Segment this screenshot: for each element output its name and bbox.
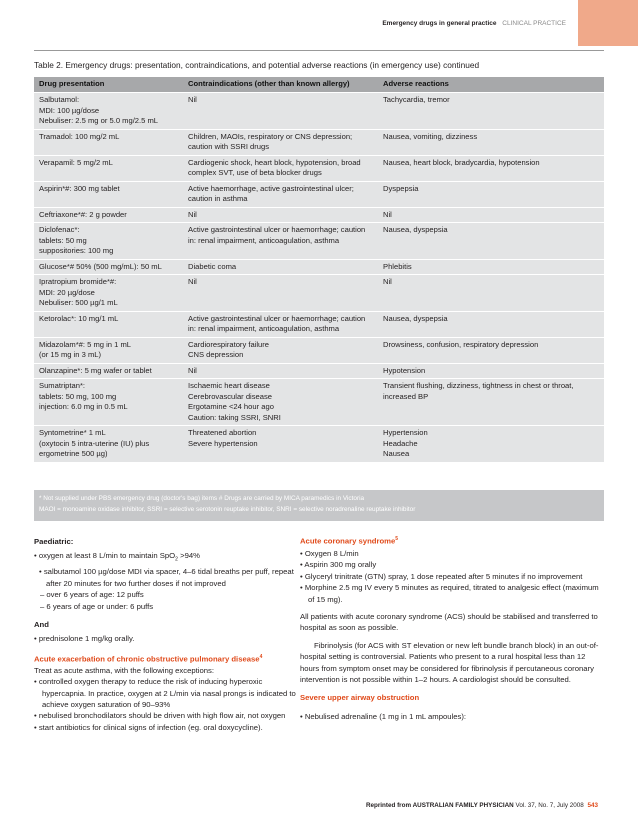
col-header-drug: Drug presentation bbox=[34, 77, 183, 93]
drug-cell bbox=[34, 337, 183, 363]
cell-line: CNS depression bbox=[188, 350, 244, 359]
adverse-cell bbox=[378, 207, 604, 223]
table-row bbox=[34, 311, 604, 337]
contraindication-cell bbox=[183, 311, 378, 337]
cell-line: Nil bbox=[188, 95, 197, 104]
adverse-cell bbox=[378, 223, 604, 260]
running-head bbox=[382, 20, 566, 27]
airway-heading: Severe upper airway obstruction bbox=[300, 693, 420, 703]
copd-intro: Treat as acute asthma, with the following exceptions: bbox=[34, 665, 215, 675]
contraindication-cell bbox=[183, 207, 378, 223]
drug-cell bbox=[34, 259, 183, 275]
cell-line: Caution: taking SSRI, SNRI bbox=[188, 412, 281, 422]
adverse-cell bbox=[378, 426, 604, 462]
drug-cell bbox=[34, 223, 183, 260]
drug-table bbox=[34, 77, 604, 462]
cell-line: Syntometrine* 1 mL bbox=[39, 428, 106, 437]
table-row bbox=[34, 93, 604, 130]
cell-line: Nil bbox=[188, 209, 197, 219]
contraindication-cell bbox=[183, 426, 378, 462]
drug-cell bbox=[34, 426, 183, 462]
copd-heading: Acute exacerbation of chronic obstructive pulmonary disease$^4$ bbox=[34, 653, 263, 664]
list-item: • oxygen at least 8 L/min to maintain SpO$_2$ >94% bbox=[34, 551, 200, 563]
cell-line: MDI: 100 µg/dose bbox=[39, 105, 100, 115]
cell-line: Nil bbox=[188, 277, 197, 286]
drug-cell bbox=[34, 275, 183, 312]
cell-line: Children, MAOIs, respiratory or CNS depression; caution with SSRI drugs bbox=[188, 131, 353, 151]
cell-line: Drowsiness, confusion, respiratory depression bbox=[383, 339, 539, 349]
list-item: • prednisolone 1 mg/kg orally. bbox=[34, 634, 135, 644]
cell-line: Ergotamine <24 hour ago bbox=[188, 402, 274, 411]
adverse-cell bbox=[378, 155, 604, 181]
cell-line: Threatened abortion bbox=[188, 428, 257, 437]
list-item: • Morphine 2.5 mg IV every 5 minutes as required, titrated to analgesic effect (maximum of 15 mg). bbox=[300, 583, 599, 604]
drug-cell bbox=[34, 129, 183, 155]
cell-line: Active gastrointestinal ulcer or haemorrhage; caution in: renal impairment, anticoagulation, asthma bbox=[188, 313, 366, 333]
list-item: • salbutamol 100 µg/dose MDI via spacer, 4–6 tidal breaths per puff, repeat after 20 minutes for two further doses if not improved bbox=[39, 567, 294, 588]
table-top-rule bbox=[34, 50, 604, 51]
drug-cell bbox=[34, 181, 183, 207]
cell-line: Tachycardia, tremor bbox=[383, 95, 450, 104]
cell-line: Verapamil: 5 mg/2 mL bbox=[39, 157, 113, 167]
table-row bbox=[34, 337, 604, 363]
table-row bbox=[34, 379, 604, 426]
contraindication-cell bbox=[183, 93, 378, 130]
adverse-cell bbox=[378, 363, 604, 379]
acs-heading: Acute coronary syndrome$^5$ bbox=[300, 536, 399, 546]
contraindication-cell bbox=[183, 129, 378, 155]
list-item: • start antibiotics for clinical signs of infection (eg. oral doxycycline). bbox=[34, 722, 263, 732]
adverse-cell bbox=[378, 337, 604, 363]
contraindication-cell bbox=[183, 337, 378, 363]
list-item: • controlled oxygen therapy to reduce the risk of inducing hyperoxic hypercapnia. In practice, oxygen at 2 L/min via nasal prongs is indicated to achieve oxygen saturation of 90–93% bbox=[34, 677, 296, 709]
cell-line: Salbutamol: bbox=[39, 95, 80, 104]
table-row bbox=[34, 363, 604, 379]
acs-paragraph: All patients with acute coronary syndrome (ACS) should be stabilised and transferred to hospital as soon as possible. bbox=[300, 612, 598, 633]
section-color-tab bbox=[578, 0, 638, 46]
table-row bbox=[34, 275, 604, 312]
drug-cell bbox=[34, 363, 183, 379]
cell-line: Transient flushing, dizziness, tightness in chest or throat, increased BP bbox=[383, 381, 574, 401]
reprint-label: Reprinted from AUSTRALIAN FAMILY PHYSICIAN bbox=[365, 802, 514, 809]
contraindication-cell bbox=[183, 223, 378, 260]
list-item: – 6 years of age or under: 6 puffs bbox=[40, 601, 154, 611]
table-row bbox=[34, 207, 604, 223]
col-header-adverse: Adverse reactions bbox=[378, 77, 604, 93]
cell-line: Nausea, vomiting, dizziness bbox=[383, 131, 478, 141]
section-label: CLINICAL PRACTICE bbox=[502, 20, 566, 27]
cell-line: tablets: 50 mg, 100 mg bbox=[39, 391, 117, 401]
cell-line: suppositories: 100 mg bbox=[39, 246, 114, 255]
contraindication-cell bbox=[183, 259, 378, 275]
cell-line: Tramadol: 100 mg/2 mL bbox=[39, 131, 120, 141]
table-notes bbox=[34, 490, 604, 521]
drug-cell bbox=[34, 155, 183, 181]
issue-label: Vol. 37, No. 7, July 2008 bbox=[515, 802, 584, 809]
cell-line: Midazolam*#: 5 mg in 1 mL bbox=[39, 339, 132, 349]
cell-line: Ketorolac*: 10 mg/1 mL bbox=[39, 313, 119, 323]
list-item: • Glyceryl trinitrate (GTN) spray, 1 dose repeated after 5 minutes if no improvement bbox=[300, 571, 583, 581]
adverse-cell bbox=[378, 129, 604, 155]
cell-line: Ischaemic heart disease bbox=[188, 381, 270, 390]
adverse-cell bbox=[378, 181, 604, 207]
cell-line: Cardiorespiratory failure bbox=[188, 339, 270, 349]
list-item: • Oxygen 8 L/min bbox=[300, 548, 359, 558]
right-column bbox=[300, 534, 606, 722]
cell-line: Nausea, dyspepsia bbox=[383, 225, 448, 234]
cell-line: tablets: 50 mg bbox=[39, 235, 87, 245]
table-row bbox=[34, 223, 604, 260]
cell-line: Active gastrointestinal ulcer or haemorrhage; caution in: renal impairment, anticoagulation, asthma bbox=[188, 225, 366, 245]
cell-line: Sumatriptan*: bbox=[39, 381, 86, 390]
list-item: – over 6 years of age: 12 puffs bbox=[40, 590, 144, 600]
cell-line: Ceftriaxone*#: 2 g powder bbox=[39, 209, 127, 219]
list-item: • Aspirin 300 mg orally bbox=[300, 560, 377, 570]
cell-line: Diclofenac*: bbox=[39, 225, 80, 234]
paediatric-heading: Paediatric: bbox=[34, 537, 74, 546]
table-body bbox=[34, 93, 604, 462]
contraindication-cell bbox=[183, 181, 378, 207]
adverse-cell bbox=[378, 275, 604, 312]
adverse-cell bbox=[378, 311, 604, 337]
cell-line: MDI: 20 µg/dose bbox=[39, 287, 95, 297]
table-row bbox=[34, 181, 604, 207]
cell-line: Olanzapine*: 5 mg wafer or tablet bbox=[39, 365, 152, 375]
cell-line: Cardiogenic shock, heart block, hypotension, broad complex SVT, use of beta blocker drugs bbox=[188, 157, 361, 177]
contraindication-cell bbox=[183, 275, 378, 312]
cell-line: Phlebitis bbox=[383, 261, 412, 271]
cell-line: Nil bbox=[188, 365, 197, 375]
cell-line: Headache bbox=[383, 438, 418, 448]
left-column bbox=[34, 536, 296, 733]
list-item: • nebulised bronchodilators should be driven with high flow air, not oxygen bbox=[34, 711, 286, 721]
cell-line: Nausea, heart block, bradycardia, hypotension bbox=[383, 157, 540, 167]
adverse-cell bbox=[378, 259, 604, 275]
cell-line: Nil bbox=[383, 277, 392, 286]
cell-line: Active haemorrhage, active gastrointestinal ulcer; caution in asthma bbox=[188, 183, 354, 203]
and-heading: And bbox=[34, 619, 49, 629]
cell-line: Glucose*# 50% (500 mg/mL): 50 mL bbox=[39, 261, 162, 271]
acs-paragraph: Fibrinolysis (for ACS with ST elevation or new left bundle branch block) in an out-of-hospital setting is controversial. Patients who present to a rural hospital less than 12 hours from symptom onset may be considered for fibrinolysis if percutaneous coronary intervention is not possible within 1–2 hours. A cardiologist should be consulted. bbox=[300, 640, 599, 685]
cell-line: (or 15 mg in 3 mL) bbox=[39, 350, 102, 359]
cell-line: Nausea bbox=[383, 449, 410, 458]
contraindication-cell bbox=[183, 379, 378, 426]
drug-cell bbox=[34, 207, 183, 223]
drug-cell bbox=[34, 93, 183, 130]
page-number: 543 bbox=[587, 802, 598, 809]
cell-line: Hypotension bbox=[383, 365, 426, 375]
cell-line: Dyspepsia bbox=[383, 183, 419, 193]
cell-line: Hypertension bbox=[383, 428, 428, 437]
cell-line: Aspirin*#: 300 mg tablet bbox=[39, 183, 120, 193]
table-row bbox=[34, 259, 604, 275]
table-note: * Not supplied under PBS emergency drug (doctor's bag) items # Drugs are carried by MICA paramedics in Victoria bbox=[39, 495, 365, 502]
cell-line: Nebuliser: 2.5 mg or 5.0 mg/2.5 mL bbox=[39, 116, 159, 125]
table-header-row bbox=[34, 77, 604, 93]
drug-cell bbox=[34, 311, 183, 337]
table-row bbox=[34, 129, 604, 155]
list-item: • Nebulised adrenaline (1 mg in 1 mL ampoules): bbox=[300, 711, 467, 721]
adverse-cell bbox=[378, 379, 604, 426]
cell-line: Nausea, dyspepsia bbox=[383, 313, 448, 323]
cell-line: Diabetic coma bbox=[188, 261, 237, 271]
adverse-cell bbox=[378, 93, 604, 130]
contraindication-cell bbox=[183, 363, 378, 379]
cell-line: Nil bbox=[383, 209, 392, 219]
cell-line: (oxytocin 5 intra-uterine (IU) plus ergometrine 500 µg) bbox=[39, 438, 150, 458]
journal-title: Emergency drugs in general practice bbox=[382, 20, 497, 27]
drug-cell bbox=[34, 379, 183, 426]
page-footer bbox=[366, 802, 598, 809]
table-title: Table 2. Emergency drugs: presentation, contraindications, and potential adverse reactions (in emergency use) continued bbox=[34, 60, 480, 70]
cell-line: Nebuliser: 500 µg/1 mL bbox=[39, 298, 118, 307]
cell-line: injection: 6.0 mg in 0.5 mL bbox=[39, 402, 128, 411]
table-note: MAOI = monoamine oxidase inhibitor, SSRI = selective serotonin reuptake inhibitor, SNRI = selective noradrenaline reuptake inhibitor bbox=[39, 506, 416, 513]
cell-line: Cerebrovascular disease bbox=[188, 391, 272, 401]
table-row bbox=[34, 155, 604, 181]
contraindication-cell bbox=[183, 155, 378, 181]
col-header-contraindications: Contraindications (other than known allergy) bbox=[183, 77, 378, 93]
cell-line: Severe hypertension bbox=[188, 438, 258, 448]
cell-line: Ipratropium bromide*#: bbox=[39, 277, 117, 286]
table-row bbox=[34, 426, 604, 462]
